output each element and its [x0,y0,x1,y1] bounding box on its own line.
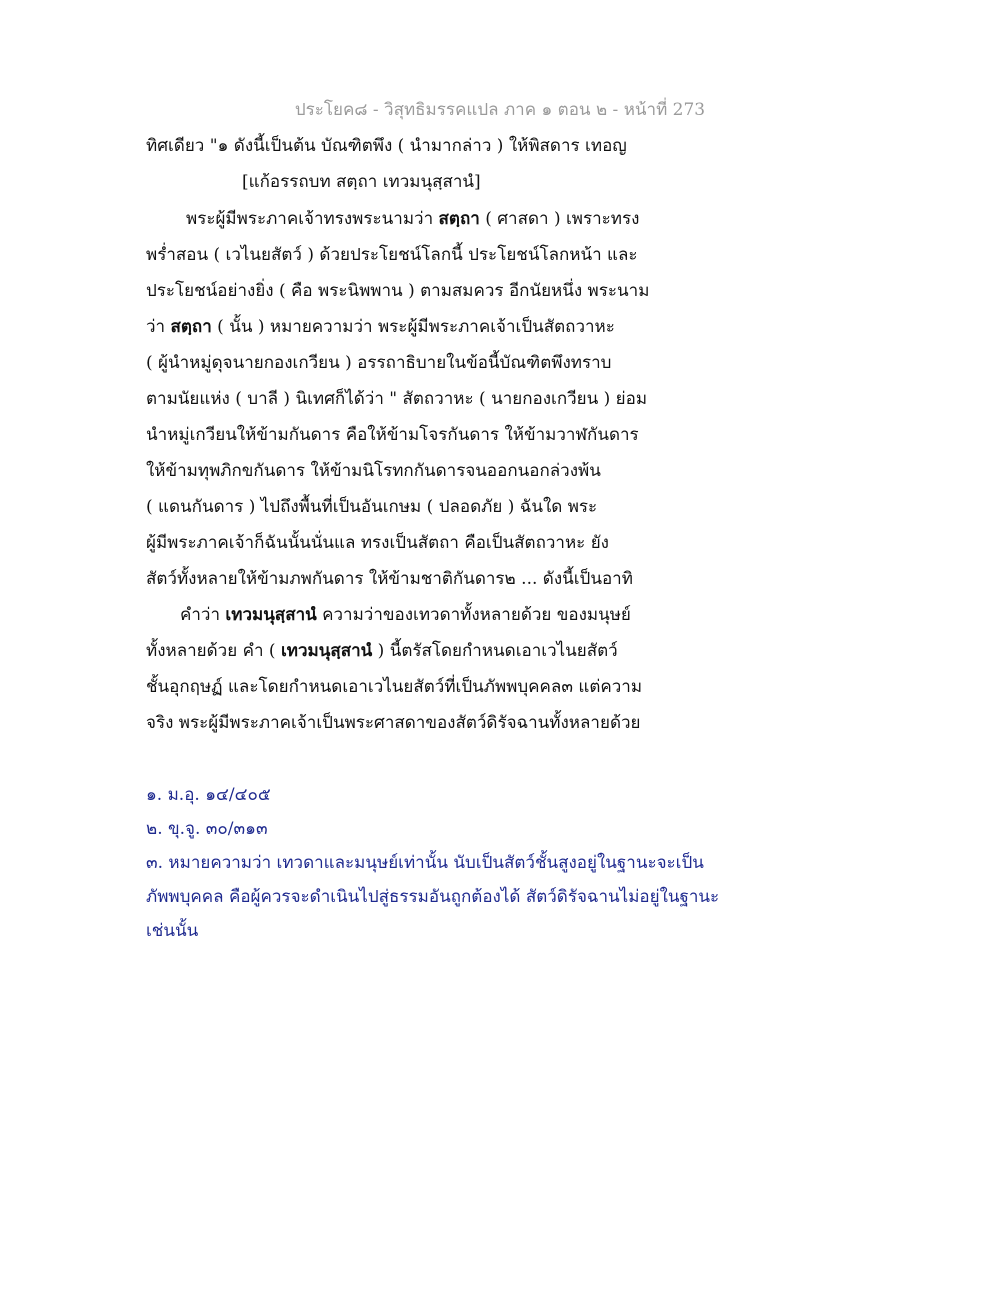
body-line-17: จริง พระผู้มีพระภาคเจ้าเป็นพระศาสดาของสัตว์ดิรัจฉานทั้งหลายด้วย [146,713,641,733]
body-line-9: นำหมู่เกวียนให้ข้ามกันดาร คือให้ข้ามโจรกันดาร ให้ข้ามวาฬกันดาร [146,425,639,445]
footnote-1: ๑. ม.อุ. ๑๔/๔๐๕ [146,785,271,805]
text-run: ความว่าของเทวดาทั้งหลายด้วย ของมนุษย์ [316,605,631,625]
body-line-14 [180,603,631,627]
body-line-5: ประโยชน์อย่างยิ่ง ( คือ พระนิพพาน ) ตามสมควร อีกนัยหนึ่ง พระนาม [146,281,650,301]
body-line-13: สัตว์ทั้งหลายให้ข้ามภพกันดาร ให้ข้ามชาติกันดาร๒ ... ดังนี้เป็นอาทิ [146,569,633,589]
body-line-4: พร่ำสอน ( เวไนยสัตว์ ) ด้วยประโยชน์โลกนี้ ประโยชน์โลกหน้า และ [146,245,638,265]
body-line-6 [146,315,615,339]
footnote-3-line-1: ๓. หมายความว่า เทวดาและมนุษย์เท่านั้น นับเป็นสัตว์ชั้นสูงอยู่ในฐานะจะเป็น [146,853,704,873]
footnote-2: ๒. ขุ.จู. ๓๐/๓๑๓ [146,819,268,839]
body-line-3 [186,207,639,231]
body-line-8: ตามนัยแห่ง ( บาลี ) นิเทศก็ได้ว่า " สัตถวาหะ ( นายกองเกวียน ) ย่อม [146,389,648,409]
bold-term: สตฺถา [438,209,480,229]
bold-term: เทวมนุสฺสานํ [225,605,317,625]
text-run: ) นี้ตรัสโดยกำหนดเอาเวไนยสัตว์ [372,641,618,661]
text-run: ว่า [146,317,171,337]
body-line-16: ชั้นอุกฤษฏ์ และโดยกำหนดเอาเวไนยสัตว์ที่เป็นภัพพบุคคล๓ แต่ความ [146,677,643,697]
text-run: คำว่า [180,605,226,625]
section-heading: [แก้อรรถบท สตฺถา เทวมนุสฺสานํ] [242,172,481,192]
text-run: ( ศาสดา ) เพราะทรง [479,209,640,229]
page-header: ประโยค๘ - วิสุทธิมรรคแปล ภาค ๑ ตอน ๒ - หน้าที่ 273 [294,100,706,120]
footnote-3-line-3: เช่นนั้น [146,921,199,941]
body-line-1: ทิศเดียว "๑ ดังนี้เป็นต้น บัณฑิตพึง ( นำมากล่าว ) ให้พิสดาร เทอญ [146,136,627,156]
text-run: ( นั้น ) หมายความว่า พระผู้มีพระภาคเจ้าเป็นสัตถวาหะ [211,317,615,337]
footnote-3-line-2: ภัพพบุคคล คือผู้ควรจะดำเนินไปสู่ธรรมอันถูกต้องได้ สัตว์ดิรัจฉานไม่อยู่ในฐานะ [146,887,720,907]
text-run: พระผู้มีพระภาคเจ้าทรงพระนามว่า [186,209,439,229]
bold-term: เทวมนุสฺสานํ [280,641,373,661]
bold-term: สตฺถา [170,317,212,337]
body-line-15 [146,639,618,663]
body-line-7: ( ผู้นำหมู่ดุจนายกองเกวียน ) อรรถาธิบายในข้อนี้บัณฑิตพึงทราบ [146,353,612,373]
body-line-12: ผู้มีพระภาคเจ้าก็ฉันนั้นนั่นแล ทรงเป็นสัตถา คือเป็นสัตถวาหะ ยัง [146,533,609,553]
text-run: ทั้งหลายด้วย คำ ( [146,641,281,661]
body-line-10: ให้ข้ามทุพภิกขกันดาร ให้ข้ามนิโรทกกันดารจนออกนอกล่วงพ้น [146,461,601,481]
body-line-11: ( แดนกันดาร ) ไปถึงพื้นที่เป็นอันเกษม ( ปลอดภัย ) ฉันใด พระ [146,497,598,517]
